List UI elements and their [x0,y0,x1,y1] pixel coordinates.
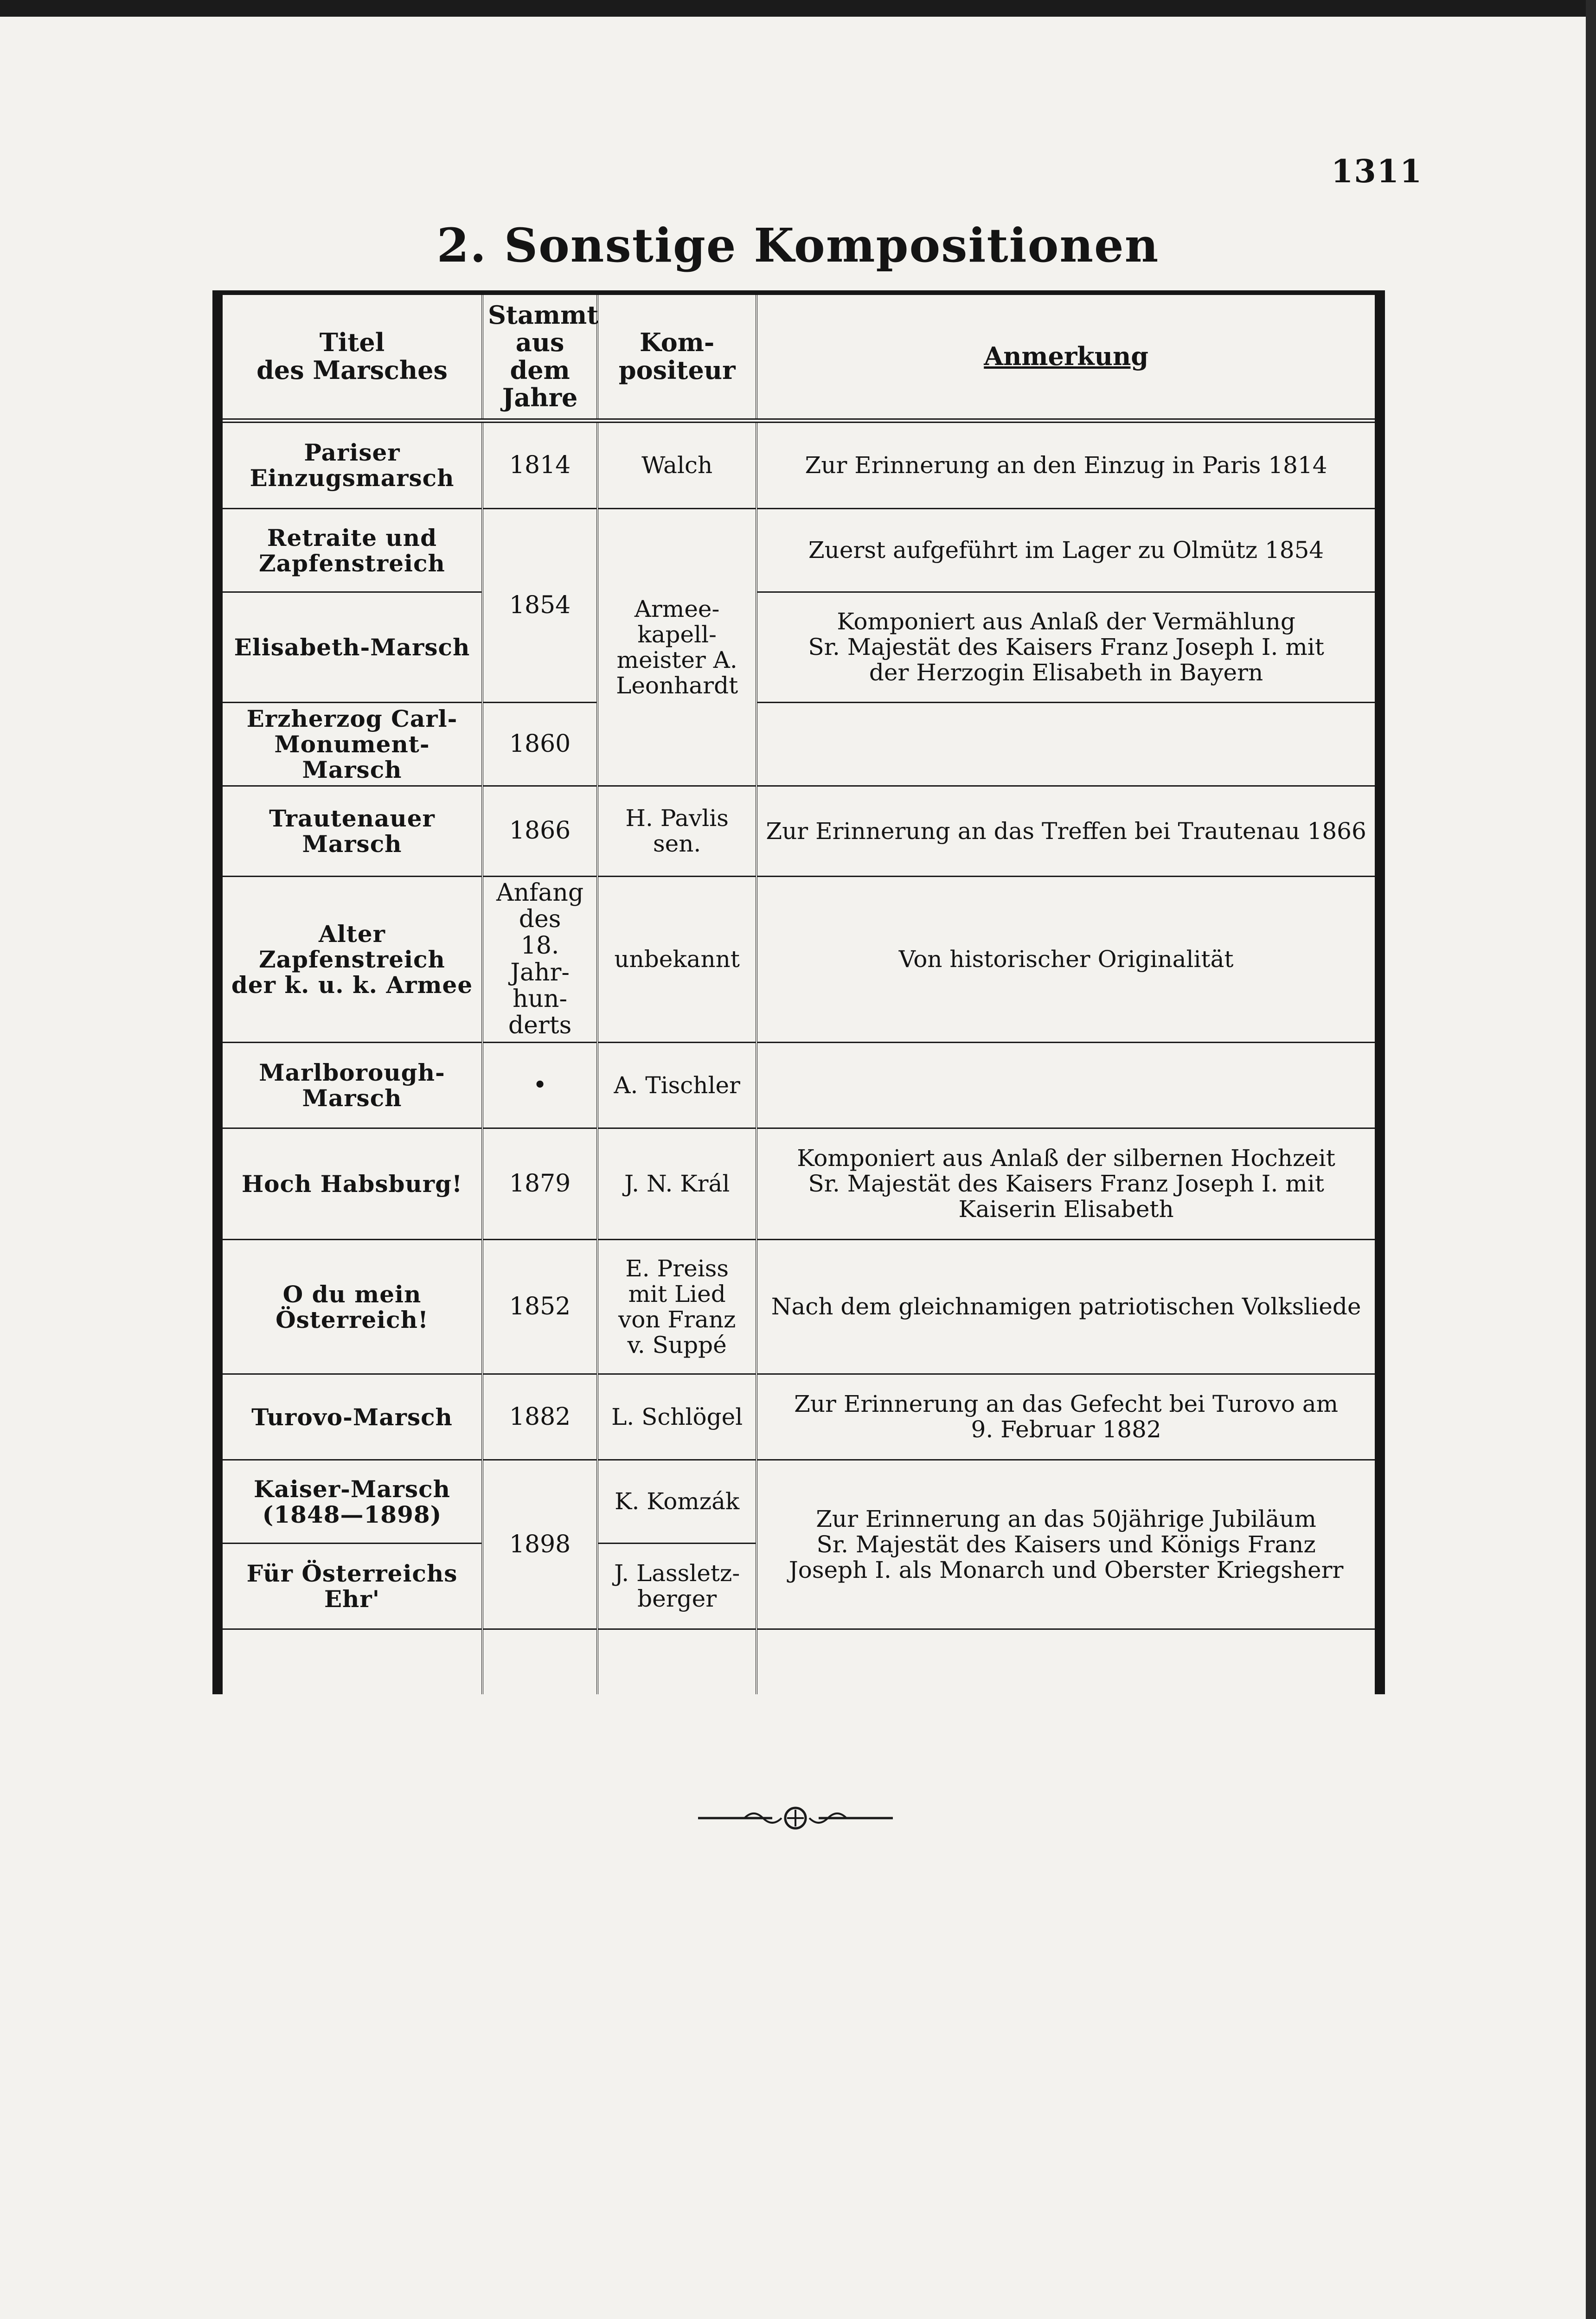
march-remark: Zuerst aufgeführt im Lager zu Olmütz 1854 [756,509,1380,592]
march-composer: K. Komzák [597,1460,756,1544]
march-remark: Zur Erinnerung an das 50jährige Jubiläum Sr. Majestät des Kaisers und Königs Franz Joseph I. als Monarch und Oberster Kriegsherr [756,1460,1380,1629]
column-header-title: Titel des Marsches [218,293,482,421]
table-row [218,1128,1380,1240]
march-composer: J. N. Král [597,1128,756,1240]
march-title: Erzherzog Carl- Monument-Marsch [218,703,482,786]
table-row [218,1374,1380,1460]
march-remark: Von historischer Originalität [756,877,1380,1043]
march-composer: E. Preiss mit Lied von Franz v. Suppé [597,1240,756,1374]
march-year: 1879 [482,1128,597,1240]
table-row [218,786,1380,877]
table-row [218,592,1380,703]
march-year: 1860 [482,703,597,786]
march-year: 1854 [482,509,597,703]
column-header-remark: Anmerkung [756,293,1380,421]
march-title: O du mein Österreich! [218,1240,482,1374]
march-title: Turovo-Marsch [218,1374,482,1460]
table-row [218,1460,1380,1544]
march-title: Elisabeth-Marsch [218,592,482,703]
march-remark: Zur Erinnerung an den Einzug in Paris 1814 [756,421,1380,509]
march-title: Alter Zapfenstreich der k. u. k. Armee [218,877,482,1043]
march-title: Trautenauer Marsch [218,786,482,877]
march-remark: Nach dem gleichnamigen patriotischen Volksliede [756,1240,1380,1374]
section-heading: 2. Sonstige Kompositionen [436,218,1160,273]
column-header-year: Stammt aus dem Jahre [482,293,597,421]
table-row [218,877,1380,1043]
march-title: Pariser Einzugsmarsch [218,421,482,509]
table-row [218,703,1380,786]
march-composer: A. Tischler [597,1043,756,1128]
march-remark: Zur Erinnerung an das Gefecht bei Turovo am 9. Februar 1882 [756,1374,1380,1460]
march-composer: J. Lassletz- berger [597,1544,756,1629]
march-year: 1814 [482,421,597,509]
march-title: Retraite und Zapfenstreich [218,509,482,592]
march-composer: Walch [597,421,756,509]
march-remark: Komponiert aus Anlaß der silbernen Hochzeit Sr. Majestät des Kaisers Franz Joseph I. mit Kaiserin Elisabeth [756,1128,1380,1240]
decorative-ornament-icon [698,1800,893,1837]
table-header-row [218,293,1380,421]
page-number: 1311 [1331,153,1423,190]
march-year: • [482,1043,597,1128]
march-year: 1882 [482,1374,597,1460]
march-composer: unbekannt [597,877,756,1043]
march-remark: Komponiert aus Anlaß der Vermählung Sr. Majestät des Kaisers Franz Joseph I. mit der Herzogin Elisabeth in Bayern [756,592,1380,703]
march-year: 1898 [482,1460,597,1629]
march-remark: Zur Erinnerung an das Treffen bei Trautenau 1866 [756,786,1380,877]
table-row [218,1240,1380,1374]
scan-right-edge [1586,0,1596,2319]
march-composer: Armee- kapell- meister A. Leonhardt [597,509,756,786]
march-title: Hoch Habsburg! [218,1128,482,1240]
march-remark [756,703,1380,786]
column-header-composer: Kom- positeur [597,293,756,421]
march-title: Für Österreichs Ehr' [218,1544,482,1629]
march-title: Marlborough- Marsch [218,1043,482,1128]
march-composer: H. Pavlis sen. [597,786,756,877]
table-row-empty [218,1629,1380,1694]
march-composer: L. Schlögel [597,1374,756,1460]
march-year: 1866 [482,786,597,877]
march-remark [756,1043,1380,1128]
table-row [218,1043,1380,1128]
marches-table [212,290,1385,1694]
march-year: Anfang des 18. Jahr- hun- derts [482,877,597,1043]
table-row [218,509,1380,592]
table-row [218,421,1380,509]
scan-top-edge [0,0,1596,17]
march-year: 1852 [482,1240,597,1374]
march-title: Kaiser-Marsch (1848—1898) [218,1460,482,1544]
